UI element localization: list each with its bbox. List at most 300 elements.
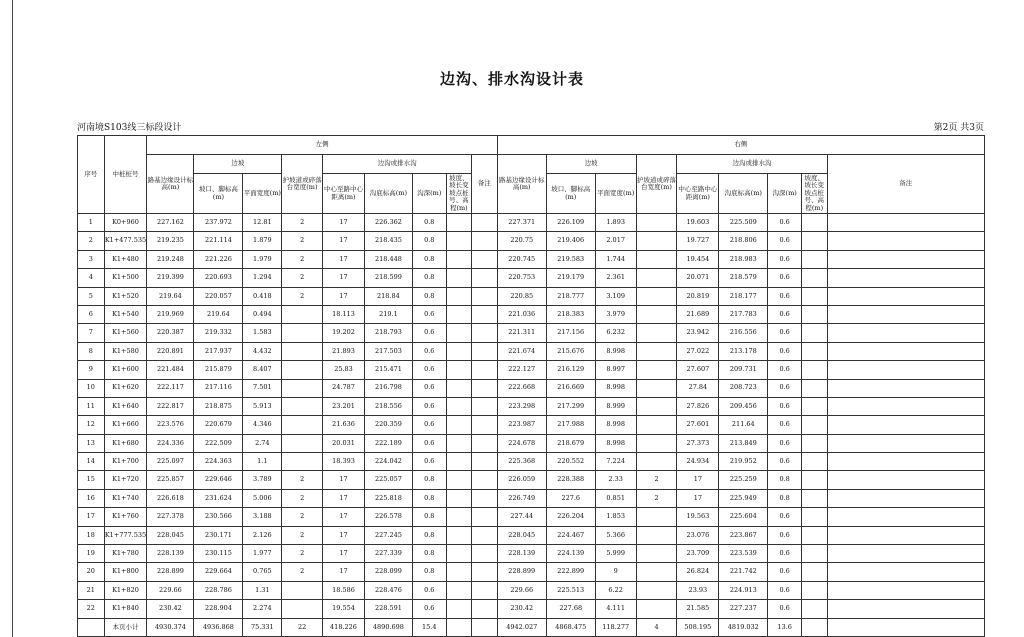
right-depth-cell: 0.6 [768,287,802,305]
subtotal-left-bottom-elev: 4890.698 [364,618,412,636]
right-grade-note-cell [802,508,828,526]
right-center-dist-cell: 21.585 [677,600,719,618]
right-berm-width-cell [636,416,677,434]
header-right-bottom-elev: 沟底标高(m) [719,174,768,214]
left-center-dist-cell: 18.586 [323,581,365,599]
subtotal-seq-cell [78,618,105,636]
left-grade-note-cell [446,250,472,268]
table-row [78,600,985,618]
right-remark-cell [827,250,984,268]
right-edge-elev-cell: 228.899 [497,563,546,581]
subtotal-right-berm-width: 4 [636,618,677,636]
stake-cell: K1+800 [104,563,147,581]
right-center-dist-cell: 27.373 [677,434,719,452]
left-depth-cell: 0.6 [412,453,446,471]
right-plat-width-cell: 1.853 [595,508,636,526]
left-grade-note-cell [446,287,472,305]
left-depth-cell: 0.6 [412,379,446,397]
right-plat-width-cell: 3.109 [595,287,636,305]
left-depth-cell: 0.6 [412,416,446,434]
left-slope-elev-cell: 228.904 [194,600,243,618]
right-remark-cell [827,545,984,563]
right-grade-note-cell [802,545,828,563]
left-grade-note-cell [446,305,472,323]
right-depth-cell: 0.6 [768,397,802,415]
subtotal-left-grade-note [446,618,472,636]
table-row [78,287,985,305]
stake-cell: K1+720 [104,471,147,489]
right-bottom-elev-cell: 225.509 [719,214,768,232]
seq-cell: 14 [78,453,105,471]
header-stake: 中桩桩号 [104,136,147,214]
right-edge-elev-cell: 229.66 [497,581,546,599]
right-berm-width-cell [636,379,677,397]
left-center-dist-cell: 24.787 [323,379,365,397]
stake-cell: K1+820 [104,581,147,599]
right-edge-elev-cell: 221.036 [497,305,546,323]
left-bottom-elev-cell: 220.359 [364,416,412,434]
left-grade-note-cell [446,581,472,599]
seq-cell: 8 [78,342,105,360]
left-slope-elev-cell: 222.509 [194,434,243,452]
stake-cell: K1+620 [104,379,147,397]
left-berm-width-cell [282,416,323,434]
left-berm-width-cell: 2 [282,232,323,250]
left-depth-cell: 0.6 [412,305,446,323]
right-berm-width-cell: 2 [636,471,677,489]
right-plat-width-cell: 8.997 [595,361,636,379]
seq-cell: 20 [78,563,105,581]
left-remark-cell [472,471,498,489]
right-slope-elev-cell: 226.109 [546,214,595,232]
right-plat-width-cell: 2.361 [595,269,636,287]
page-number: 第2页 共3页 [933,123,984,133]
right-berm-width-cell [636,269,677,287]
left-plat-width-cell: 0.765 [243,563,282,581]
left-depth-cell: 0.8 [412,232,446,250]
right-remark-cell [827,600,984,618]
left-center-dist-cell: 21.636 [323,416,365,434]
left-berm-width-cell [282,600,323,618]
table-row [78,342,985,360]
left-depth-cell: 0.8 [412,471,446,489]
left-remark-cell [472,453,498,471]
header-right-slope-elev: 坡口、脚标高(m) [546,174,595,214]
seq-cell: 2 [78,232,105,250]
left-berm-width-cell [282,453,323,471]
right-grade-note-cell [802,305,828,323]
right-grade-note-cell [802,287,828,305]
right-plat-width-cell: 8.999 [595,397,636,415]
right-depth-cell: 0.6 [768,342,802,360]
right-berm-width-cell [636,397,677,415]
left-berm-width-cell [282,361,323,379]
left-remark-cell [472,214,498,232]
left-berm-width-cell: 2 [282,526,323,544]
right-slope-elev-cell: 228.388 [546,471,595,489]
left-slope-elev-cell: 229.664 [194,563,243,581]
stake-cell: K1+640 [104,397,147,415]
right-bottom-elev-cell: 209.731 [719,361,768,379]
right-berm-width-cell [636,250,677,268]
right-center-dist-cell: 27.826 [677,397,719,415]
header-left-center-dist: 中心至路中心距离(m) [323,174,365,214]
right-remark-cell [827,453,984,471]
left-depth-cell: 0.8 [412,508,446,526]
right-bottom-elev-cell: 213.178 [719,342,768,360]
left-plat-width-cell: 1.583 [243,324,282,342]
right-center-dist-cell: 27.607 [677,361,719,379]
right-edge-elev-cell: 220.75 [497,232,546,250]
left-plat-width-cell: 1.977 [243,545,282,563]
right-plat-width-cell: 1.744 [595,250,636,268]
right-plat-width-cell: 5.999 [595,545,636,563]
right-remark-cell [827,434,984,452]
left-plat-width-cell: 3.188 [243,508,282,526]
stake-cell: K1+680 [104,434,147,452]
left-edge-elev-cell: 225.857 [147,471,194,489]
right-grade-note-cell [802,232,828,250]
right-remark-cell [827,489,984,507]
right-grade-note-cell [802,453,828,471]
right-depth-cell: 0.6 [768,434,802,452]
right-bottom-elev-cell: 208.723 [719,379,768,397]
header-right-plat-width: 平面宽度(m) [595,174,636,214]
right-berm-width-cell [636,453,677,471]
seq-cell: 16 [78,489,105,507]
left-plat-width-cell: 1.294 [243,269,282,287]
left-berm-width-cell: 2 [282,269,323,287]
left-berm-width-cell: 2 [282,471,323,489]
right-slope-elev-cell: 218.383 [546,305,595,323]
left-bottom-elev-cell: 215.471 [364,361,412,379]
right-remark-cell [827,214,984,232]
stake-cell: K1+840 [104,600,147,618]
right-slope-elev-cell: 219.406 [546,232,595,250]
header-right-ditch: 边沟或排水沟 [677,155,827,174]
right-center-dist-cell: 19.454 [677,250,719,268]
subtotal-right-plat-width: 118.277 [595,618,636,636]
right-grade-note-cell [802,250,828,268]
left-grade-note-cell [446,232,472,250]
left-edge-elev-cell: 219.235 [147,232,194,250]
seq-cell: 7 [78,324,105,342]
left-bottom-elev-cell: 218.599 [364,269,412,287]
right-berm-width-cell [636,526,677,544]
right-remark-cell [827,305,984,323]
right-slope-elev-cell: 219.583 [546,250,595,268]
stake-cell: K1+760 [104,508,147,526]
table-row [78,324,985,342]
left-center-dist-cell: 25.83 [323,361,365,379]
left-remark-cell [472,563,498,581]
right-depth-cell: 0.6 [768,269,802,287]
right-slope-elev-cell: 224.467 [546,526,595,544]
table-row [78,250,985,268]
left-center-dist-cell: 17 [323,489,365,507]
left-plat-width-cell: 4.346 [243,416,282,434]
right-depth-cell: 0.6 [768,324,802,342]
header-left-edge-elev: 路基边缘设计标高(m) [147,155,194,214]
left-center-dist-cell: 17 [323,287,365,305]
right-bottom-elev-cell: 224.913 [719,581,768,599]
right-edge-elev-cell: 226.749 [497,489,546,507]
left-berm-width-cell [282,305,323,323]
left-slope-elev-cell: 220.057 [194,287,243,305]
right-slope-elev-cell: 217.156 [546,324,595,342]
right-depth-cell: 0.6 [768,581,802,599]
stake-cell: K1+660 [104,416,147,434]
right-remark-cell [827,581,984,599]
right-plat-width-cell: 8.998 [595,342,636,360]
right-depth-cell: 0.6 [768,250,802,268]
left-bottom-elev-cell: 218.435 [364,232,412,250]
left-berm-width-cell: 2 [282,489,323,507]
header-seq: 序号 [78,136,105,214]
stake-cell: K1+477.535 [104,232,147,250]
right-center-dist-cell: 19.563 [677,508,719,526]
right-plat-width-cell: 3.979 [595,305,636,323]
left-plat-width-cell: 5.006 [243,489,282,507]
right-slope-elev-cell: 227.68 [546,600,595,618]
left-depth-cell: 0.8 [412,563,446,581]
right-edge-elev-cell: 222.127 [497,361,546,379]
left-berm-width-cell [282,581,323,599]
left-berm-width-cell: 2 [282,214,323,232]
right-slope-elev-cell: 227.6 [546,489,595,507]
left-edge-elev-cell: 226.618 [147,489,194,507]
left-center-dist-cell: 17 [323,526,365,544]
right-center-dist-cell: 23.942 [677,324,719,342]
header-right-side: 右侧 [497,136,984,155]
left-plat-width-cell: 1.31 [243,581,282,599]
right-plat-width-cell: 6.232 [595,324,636,342]
header-left-grade-note: 坡度、坡长变坡点桩号、高程(m) [446,174,472,214]
header-left-plat-width: 平面宽度(m) [243,174,282,214]
left-remark-cell [472,250,498,268]
right-center-dist-cell: 24.934 [677,453,719,471]
table-row [78,214,985,232]
left-edge-elev-cell: 222.117 [147,379,194,397]
right-depth-cell: 0.6 [768,545,802,563]
left-slope-elev-cell: 217.937 [194,342,243,360]
right-edge-elev-cell: 224.678 [497,434,546,452]
right-slope-elev-cell: 218.679 [546,434,595,452]
right-grade-note-cell [802,600,828,618]
table-row [78,434,985,452]
left-plat-width-cell: 7.501 [243,379,282,397]
subtotal-left-edge-elev: 4930.374 [147,618,194,636]
left-center-dist-cell: 17 [323,214,365,232]
right-grade-note-cell [802,361,828,379]
seq-cell: 13 [78,434,105,452]
left-remark-cell [472,545,498,563]
subtotal-left-slope-elev: 4936.868 [194,618,243,636]
left-depth-cell: 0.8 [412,250,446,268]
left-berm-width-cell: 2 [282,287,323,305]
right-plat-width-cell: 8.998 [595,416,636,434]
subtotal-right-edge-elev: 4942.027 [497,618,546,636]
seq-cell: 18 [78,526,105,544]
right-depth-cell: 0.6 [768,526,802,544]
left-remark-cell [472,379,498,397]
table-row [78,489,985,507]
right-berm-width-cell [636,600,677,618]
right-plat-width-cell: 6.22 [595,581,636,599]
left-grade-note-cell [446,489,472,507]
left-grade-note-cell [446,545,472,563]
stake-cell: K1+600 [104,361,147,379]
left-center-dist-cell: 17 [323,545,365,563]
left-center-dist-cell: 18.393 [323,453,365,471]
left-edge-elev-cell: 220.387 [147,324,194,342]
table-row [78,526,985,544]
right-grade-note-cell [802,471,828,489]
left-grade-note-cell [446,453,472,471]
left-grade-note-cell [446,563,472,581]
left-depth-cell: 0.6 [412,324,446,342]
right-edge-elev-cell: 223.298 [497,397,546,415]
seq-cell: 10 [78,379,105,397]
right-bottom-elev-cell: 218.983 [719,250,768,268]
left-bottom-elev-cell: 228.099 [364,563,412,581]
header-left-depth: 沟深(m) [412,174,446,214]
left-plat-width-cell: 0.494 [243,305,282,323]
left-berm-width-cell [282,342,323,360]
left-berm-width-cell: 2 [282,250,323,268]
header-left-ditch: 边沟或排水沟 [323,155,472,174]
left-remark-cell [472,287,498,305]
left-berm-width-cell [282,397,323,415]
left-bottom-elev-cell: 228.476 [364,581,412,599]
right-remark-cell [827,526,984,544]
seq-cell: 17 [78,508,105,526]
right-edge-elev-cell: 220.85 [497,287,546,305]
left-depth-cell: 0.6 [412,342,446,360]
right-grade-note-cell [802,269,828,287]
left-grade-note-cell [446,324,472,342]
left-slope-elev-cell: 229.646 [194,471,243,489]
left-berm-width-cell [282,324,323,342]
left-bottom-elev-cell: 219.1 [364,305,412,323]
right-depth-cell: 0.8 [768,489,802,507]
right-depth-cell: 0.6 [768,214,802,232]
right-slope-elev-cell: 215.676 [546,342,595,360]
right-grade-note-cell [802,379,828,397]
right-depth-cell: 0.6 [768,508,802,526]
stake-cell: K1+777.535 [104,526,147,544]
seq-cell: 3 [78,250,105,268]
left-slope-elev-cell: 219.332 [194,324,243,342]
right-berm-width-cell [636,563,677,581]
stake-cell: K1+480 [104,250,147,268]
left-berm-width-cell [282,379,323,397]
left-remark-cell [472,324,498,342]
left-bottom-elev-cell: 218.84 [364,287,412,305]
left-bottom-elev-cell: 218.556 [364,397,412,415]
left-edge-elev-cell: 224.336 [147,434,194,452]
left-slope-elev-cell: 221.226 [194,250,243,268]
left-center-dist-cell: 18.113 [323,305,365,323]
left-center-dist-cell: 17 [323,269,365,287]
right-edge-elev-cell: 228.045 [497,526,546,544]
left-bottom-elev-cell: 226.362 [364,214,412,232]
right-berm-width-cell [636,287,677,305]
left-slope-elev-cell: 218.875 [194,397,243,415]
right-bottom-elev-cell: 216.556 [719,324,768,342]
left-slope-elev-cell: 230.171 [194,526,243,544]
subtotal-right-grade-note [802,618,828,636]
left-edge-elev-cell: 228.899 [147,563,194,581]
right-center-dist-cell: 23.93 [677,581,719,599]
left-berm-width-cell [282,434,323,452]
header-right-center-dist: 中心至路中心距离(m) [677,174,719,214]
right-bottom-elev-cell: 219.952 [719,453,768,471]
left-edge-elev-cell: 223.576 [147,416,194,434]
left-grade-note-cell [446,342,472,360]
left-grade-note-cell [446,600,472,618]
right-berm-width-cell [636,324,677,342]
right-grade-note-cell [802,342,828,360]
left-grade-note-cell [446,379,472,397]
left-edge-elev-cell: 225.097 [147,453,194,471]
right-center-dist-cell: 27.022 [677,342,719,360]
stake-cell: K1+580 [104,342,147,360]
left-grade-note-cell [446,214,472,232]
right-berm-width-cell [636,305,677,323]
left-berm-width-cell: 2 [282,545,323,563]
left-slope-elev-cell: 237.972 [194,214,243,232]
right-slope-elev-cell: 217.299 [546,397,595,415]
right-center-dist-cell: 19.603 [677,214,719,232]
table-row [78,563,985,581]
left-slope-elev-cell: 219.64 [194,305,243,323]
right-slope-elev-cell: 224.139 [546,545,595,563]
right-depth-cell: 0.8 [768,471,802,489]
right-depth-cell: 0.6 [768,563,802,581]
left-edge-elev-cell: 228.139 [147,545,194,563]
left-center-dist-cell: 17 [323,563,365,581]
left-slope-elev-cell: 224.363 [194,453,243,471]
right-center-dist-cell: 20.819 [677,287,719,305]
header-left-remark: 备注 [472,155,498,214]
left-plat-width-cell: 1.979 [243,250,282,268]
left-remark-cell [472,581,498,599]
table-row [78,545,985,563]
left-slope-elev-cell: 228.786 [194,581,243,599]
left-grade-note-cell [446,526,472,544]
seq-cell: 1 [78,214,105,232]
left-edge-elev-cell: 222.817 [147,397,194,415]
left-depth-cell: 0.6 [412,600,446,618]
table-row [78,471,985,489]
left-center-dist-cell: 19.554 [323,600,365,618]
document-title: 边沟、排水沟设计表 [439,70,584,88]
right-plat-width-cell: 7.224 [595,453,636,471]
left-edge-elev-cell: 221.484 [147,361,194,379]
left-remark-cell [472,342,498,360]
table-row [78,453,985,471]
left-plat-width-cell: 8.407 [243,361,282,379]
left-grade-note-cell [446,508,472,526]
seq-cell: 21 [78,581,105,599]
ditch-design-table [77,135,985,637]
header-right-berm-width: 护坡道或碎落台宽度(m) [636,155,677,214]
left-remark-cell [472,397,498,415]
right-center-dist-cell: 27.84 [677,379,719,397]
right-bottom-elev-cell: 223.539 [719,545,768,563]
subtotal-right-remark [827,618,984,636]
